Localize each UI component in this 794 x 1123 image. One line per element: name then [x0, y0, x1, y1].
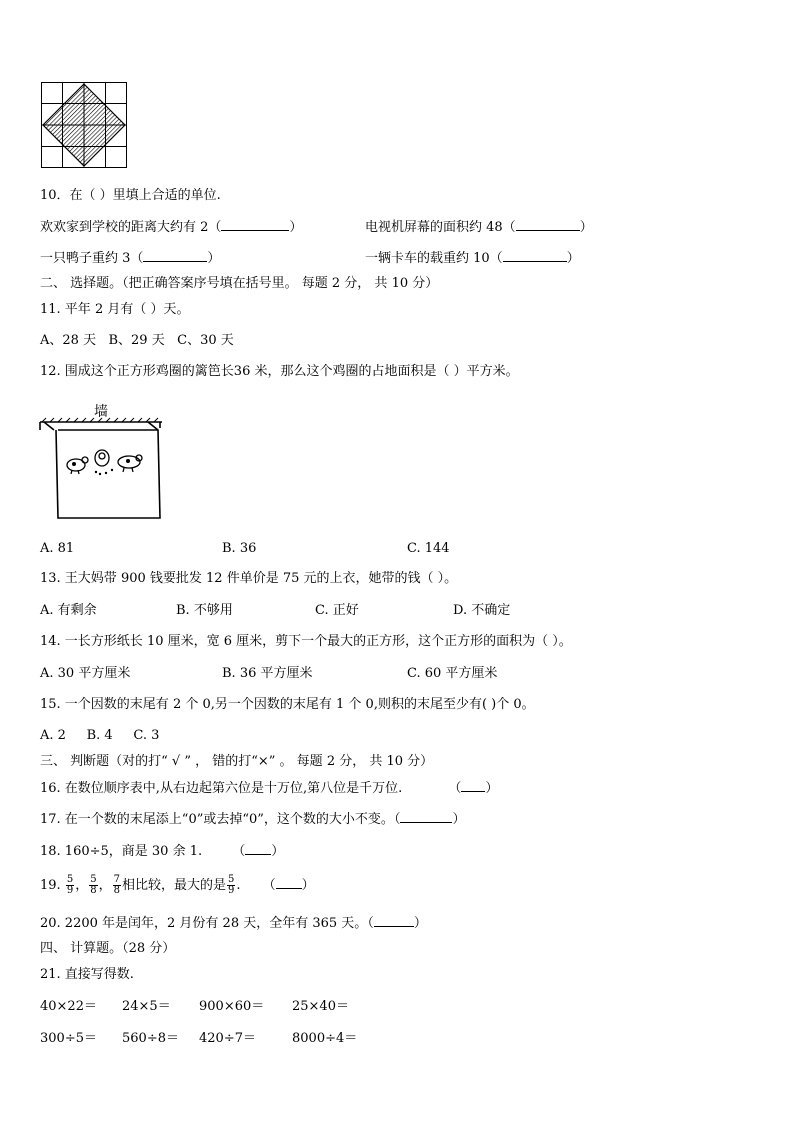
- fraction: $\frac{7}{8}$: [113, 874, 120, 896]
- q10-title: 10．在（ ）里填上合适的单位.: [40, 188, 221, 203]
- q13-text: 13. 王大妈带 900 钱要批发 12 件单价是 75 元的上衣，她带的钱（ ）。: [40, 571, 458, 586]
- q11-option-b[interactable]: B、29 天: [108, 333, 165, 348]
- hen-coop-figure: [38, 400, 164, 522]
- q18-text: 18. 160÷5，商是 30 余 1.: [40, 844, 203, 859]
- q11-options: [40, 332, 234, 350]
- q11-option-c[interactable]: C、30 天: [177, 333, 234, 348]
- calc-item[interactable]: 300÷5＝: [40, 1031, 97, 1046]
- q13-option-c[interactable]: C. 正好: [315, 603, 359, 618]
- calc-item[interactable]: 420÷7＝: [199, 1031, 256, 1046]
- q13-option-a[interactable]: A. 有剩余: [40, 603, 97, 618]
- q21-text: 21. 直接写得数.: [40, 967, 134, 982]
- q10-row2-left: 一只鸭子重约 3（ ）: [40, 251, 221, 266]
- q13-option-b[interactable]: B. 不够用: [176, 603, 233, 618]
- calc-item[interactable]: 40×22＝: [40, 999, 97, 1014]
- fraction: $\frac{5}{9}$: [66, 874, 74, 896]
- section-4-title: 四、 计算题。（28 分）: [40, 941, 176, 956]
- q12-options: [40, 540, 74, 558]
- q19-line: 19. $\frac{5}{9}$ ， $\frac{5}{8}$ ， $\frac{7}{8}$ 相比较，最大的是 $\frac{5}{9}$ . （ ）: [40, 874, 315, 896]
- q11-option-a[interactable]: A、28 天: [40, 333, 97, 348]
- calc-item[interactable]: 25×40＝: [292, 999, 349, 1014]
- q20-text: 20. 2200 年是闰年，2 月份有 28 天，全年有 365 天。: [40, 916, 368, 931]
- answer-blank[interactable]: [143, 249, 207, 262]
- q14-option-c[interactable]: C. 60 平方厘米: [407, 666, 498, 681]
- calc-item[interactable]: 8000÷4＝: [292, 1031, 358, 1046]
- q11-text: 11. 平年 2 月有（ ）天。: [40, 302, 190, 317]
- q15-text: 15. 一个因数的末尾有 2 个 0,另一个因数的末尾有 1 个 0,则积的末尾至少有( )个 0。: [40, 697, 535, 712]
- q12-text: 12. 围成这个正方形鸡圈的篱笆长36 米，那么这个鸡圈的占地面积是（ ）平方米。: [40, 364, 519, 379]
- q17-line: 17. 在一个数的末尾添上“0”或去掉“0”，这个数的大小不变。（ ）: [40, 812, 466, 827]
- answer-blank[interactable]: [516, 218, 580, 231]
- fraction: $\frac{5}{9}$: [228, 874, 235, 896]
- answer-blank[interactable]: [461, 779, 485, 792]
- calc-item[interactable]: 900×60＝: [199, 999, 265, 1014]
- section-3-title: 三、 判断题（对的打“ √ ” ， 错的打“×” 。 每题 2 分， 共 10 分）: [40, 754, 434, 769]
- q13-option-d[interactable]: D. 不确定: [453, 603, 511, 618]
- calc-item[interactable]: 24×5＝: [122, 999, 171, 1014]
- q12-option-a[interactable]: A. 81: [40, 541, 75, 556]
- q14-option-a[interactable]: A. 30 平方厘米: [40, 666, 131, 681]
- q15-option-a[interactable]: A. 2: [40, 728, 66, 743]
- answer-blank[interactable]: [503, 249, 567, 262]
- hen-icon: [67, 450, 142, 474]
- answer-blank[interactable]: [221, 218, 289, 231]
- wall-label: 墙: [94, 404, 108, 420]
- q20-line: 20. 2200 年是闰年，2 月份有 28 天，全年有 365 天。（ ）: [40, 916, 427, 931]
- q17-text: 17. 在一个数的末尾添上“0”或去掉“0”，这个数的大小不变。: [40, 812, 394, 827]
- grid-diamond-figure: [41, 82, 127, 168]
- q14-text: 14. 一长方形纸长 10 厘米，宽 6 厘米，剪下一个最大的正方形，这个正方形的面积为（ ）。: [40, 634, 572, 649]
- q14-option-b[interactable]: B. 36 平方厘米: [222, 666, 313, 681]
- q10-row1-left: 欢欢家到学校的距离大约有 2（ ）: [40, 220, 303, 235]
- calc-item[interactable]: 560÷8＝: [122, 1031, 179, 1046]
- q18-line: 18. 160÷5，商是 30 余 1. （ ）: [40, 844, 285, 859]
- answer-blank[interactable]: [374, 914, 414, 927]
- q16-line: 16. 在数位顺序表中,从右边起第六位是十万位,第八位是千万位. （ ）: [40, 781, 499, 796]
- answer-blank[interactable]: [245, 842, 271, 855]
- q12-option-b[interactable]: B. 36: [222, 541, 257, 556]
- q15-options: [40, 727, 159, 745]
- answer-blank[interactable]: [400, 810, 452, 823]
- q10-row2-right: 一辆卡车的载重约 10（ ）: [365, 251, 580, 266]
- q15-option-c[interactable]: C. 3: [133, 728, 160, 743]
- q10-row1-right: 电视机屏幕的面积约 48（ ）: [365, 220, 593, 235]
- q12-option-c[interactable]: C. 144: [407, 541, 450, 556]
- section-2-title: 二、 选择题。（把正确答案序号填在括号里。 每题 2 分， 共 10 分）: [40, 276, 439, 291]
- fraction: $\frac{5}{8}$: [90, 874, 97, 896]
- answer-blank[interactable]: [276, 876, 302, 889]
- q16-text: 16. 在数位顺序表中,从右边起第六位是十万位,第八位是千万位.: [40, 781, 403, 796]
- q15-option-b[interactable]: B. 4: [86, 728, 113, 743]
